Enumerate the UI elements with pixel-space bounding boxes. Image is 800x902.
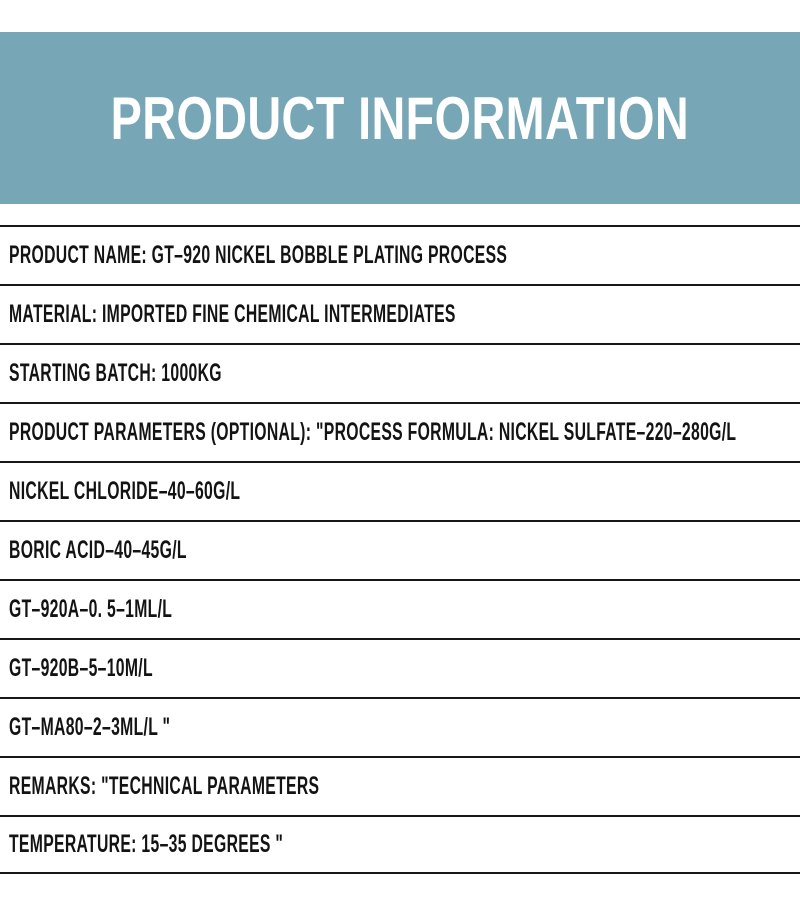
- table-row-gt920b: [0, 638, 800, 697]
- row-text: PRODUCT PARAMETERS (OPTIONAL): "PROCESS FORMULA: NICKEL SULFATE–220–280G/L: [9, 418, 737, 446]
- table-row-product-name: [0, 225, 800, 284]
- table-row-starting-batch: [0, 343, 800, 402]
- row-text: BORIC ACID–40–45G/L: [9, 536, 187, 564]
- row-text: MATERIAL: IMPORTED FINE CHEMICAL INTERMEDIATES: [9, 300, 456, 328]
- row-text: STARTING BATCH: 1000KG: [9, 359, 222, 387]
- row-text: GT–920A–0. 5–1ML/L: [9, 595, 173, 623]
- row-text: PRODUCT NAME: GT–920 NICKEL BOBBLE PLATING PROCESS: [9, 241, 508, 269]
- table-row-gt920a: [0, 579, 800, 638]
- row-text: GT–920B–5–10M/L: [9, 654, 153, 682]
- page-title: PRODUCT INFORMATION: [110, 84, 690, 152]
- header-banner: [0, 32, 800, 204]
- table-row-temperature: [0, 815, 800, 874]
- table-row-boric-acid: [0, 520, 800, 579]
- info-table: [0, 225, 800, 874]
- row-text: TEMPERATURE: 15–35 DEGREES ": [9, 830, 284, 858]
- table-row-product-parameters: [0, 402, 800, 461]
- row-text: GT–MA80–2–3ML/L ": [9, 713, 171, 741]
- row-text: NICKEL CHLORIDE–40–60G/L: [9, 477, 241, 505]
- table-row-material: [0, 284, 800, 343]
- table-row-remarks: [0, 756, 800, 815]
- table-row-gtma80: [0, 697, 800, 756]
- product-info-page: [0, 32, 800, 902]
- row-text: REMARKS: "TECHNICAL PARAMETERS: [9, 772, 320, 800]
- table-row-nickel-chloride: [0, 461, 800, 520]
